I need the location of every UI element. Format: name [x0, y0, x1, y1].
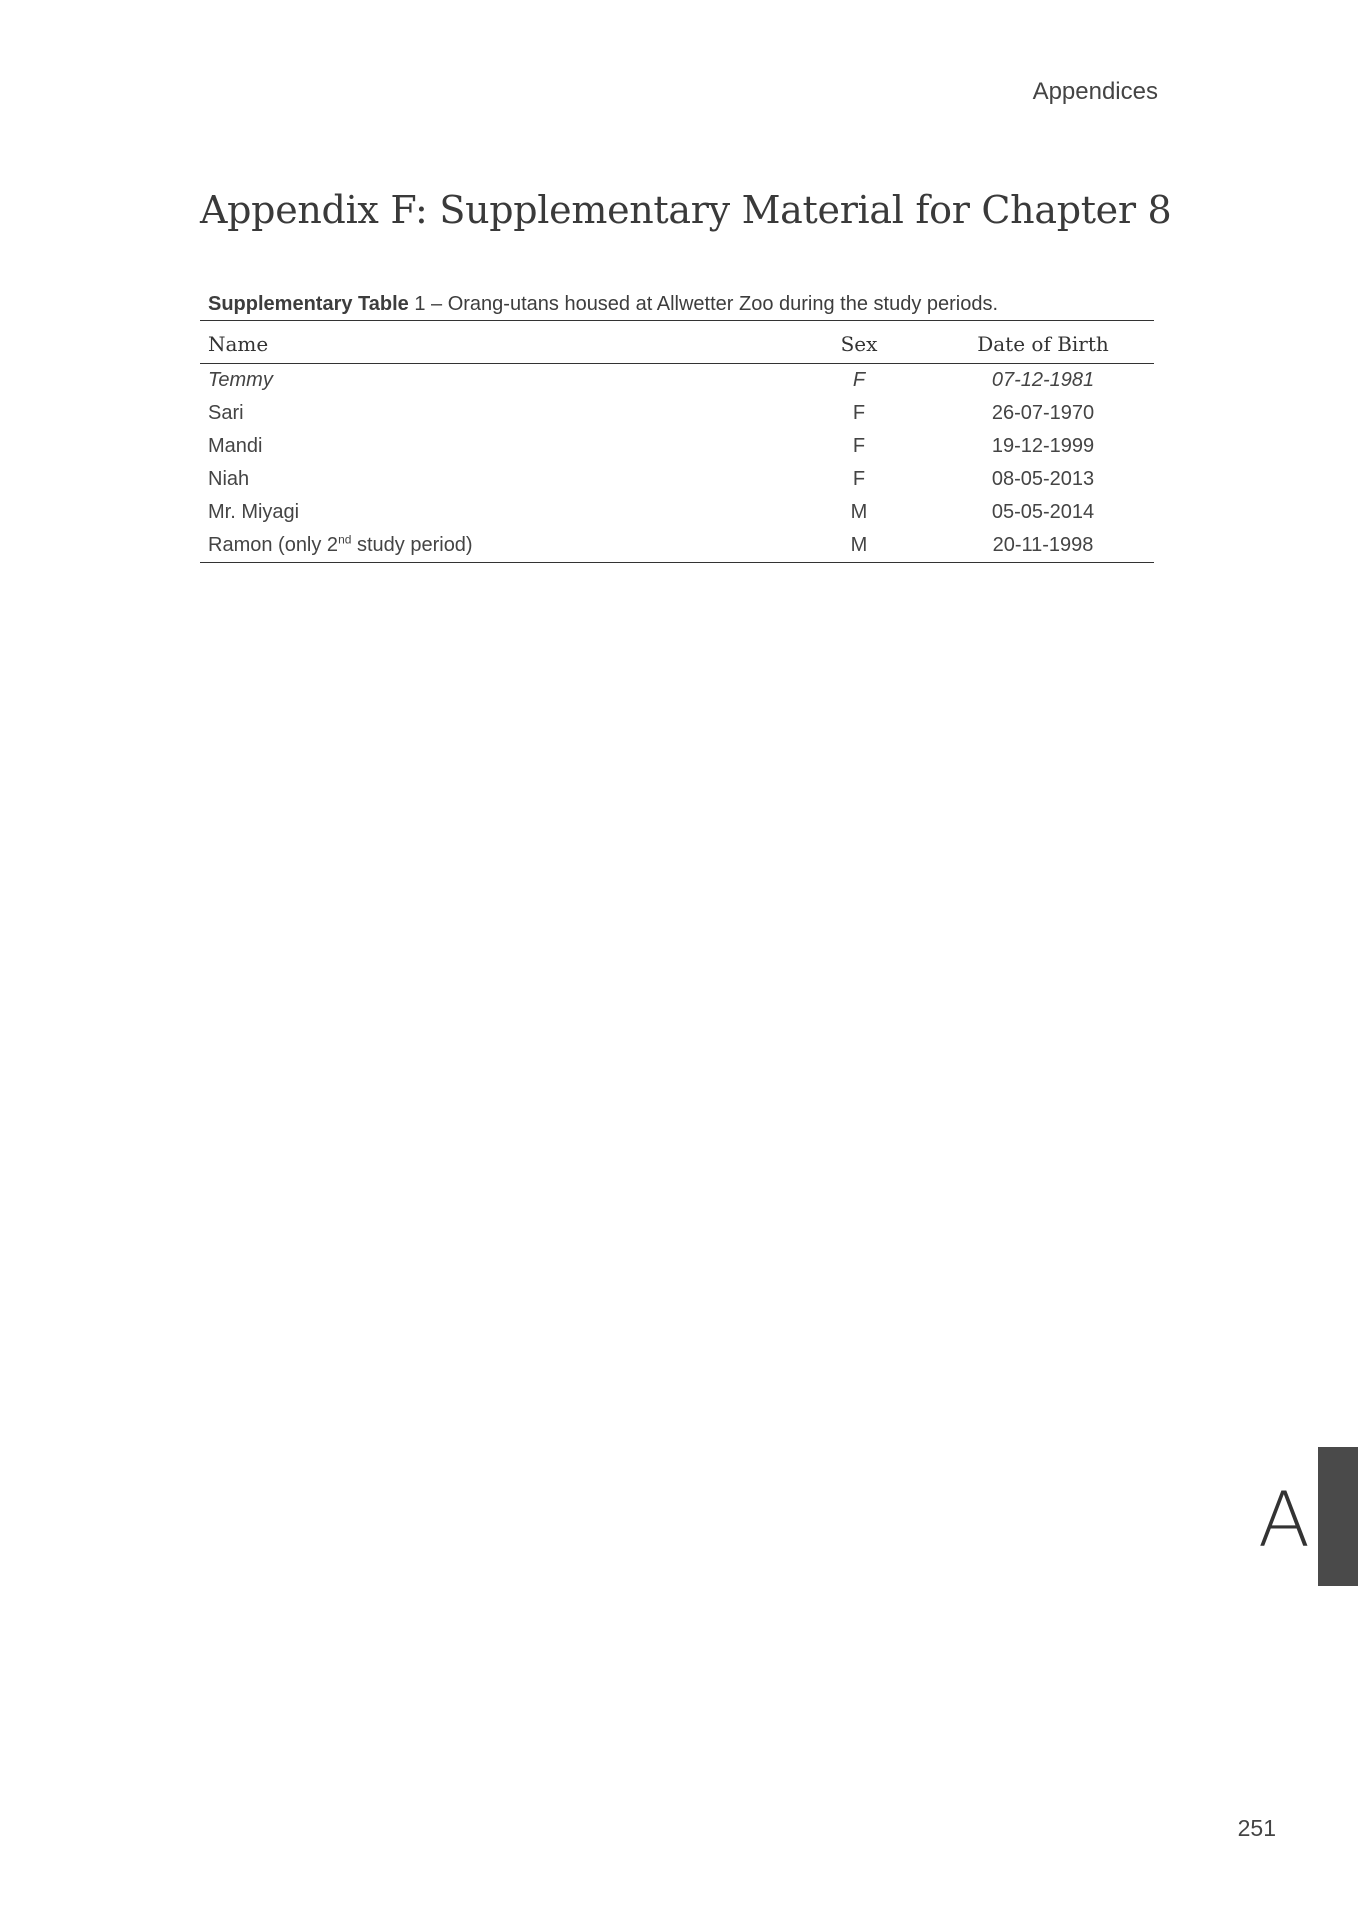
cell-sex: F	[852, 402, 866, 424]
page-number: 251	[1237, 1815, 1276, 1841]
cell-sex: M	[850, 534, 868, 556]
page-title: Appendix F: Supplementary Material for Chapter 8	[200, 188, 1172, 232]
cell-name	[200, 529, 786, 563]
table-row	[200, 496, 1154, 529]
cell-date-of-birth: 20-11-1998	[992, 534, 1094, 556]
cell-name: Temmy	[208, 369, 273, 391]
column-header-sex: Sex	[786, 321, 932, 364]
cell-name-part: study period)	[351, 534, 473, 556]
cell-name: Niah	[208, 468, 250, 490]
supplementary-table-block	[200, 292, 1154, 563]
cell-date-of-birth: 19-12-1999	[991, 435, 1095, 457]
ordinal-suffix: nd	[338, 532, 352, 547]
cell-name: Mandi	[208, 435, 263, 457]
cell-date-of-birth: 08-05-2013	[991, 468, 1095, 490]
cell-date-of-birth: 05-05-2014	[991, 501, 1095, 523]
column-header-date-of-birth: Date of Birth	[932, 321, 1154, 364]
orangutan-table	[200, 320, 1154, 563]
table-caption-label: Supplementary Table	[208, 293, 409, 315]
table-row	[200, 529, 1154, 563]
cell-date-of-birth: 26-07-1970	[991, 402, 1095, 424]
cell-sex: M	[850, 501, 868, 523]
cell-name: Sari	[208, 402, 244, 424]
thumb-index-tab	[1318, 1447, 1358, 1586]
cell-name: Mr. Miyagi	[208, 501, 300, 523]
table-header-row	[200, 321, 1154, 364]
cell-date-of-birth: 07-12-1981	[991, 369, 1095, 391]
cell-sex: F	[852, 369, 866, 391]
running-header: Appendices	[1032, 78, 1158, 105]
cell-sex: F	[852, 468, 866, 490]
table-row	[200, 364, 1154, 398]
cell-name-part: Ramon (only 2	[208, 534, 339, 556]
table-row	[200, 397, 1154, 430]
cell-sex: F	[852, 435, 866, 457]
column-header-name: Name	[200, 321, 786, 364]
table-row	[200, 463, 1154, 496]
table-caption	[200, 292, 1154, 320]
table-row	[200, 430, 1154, 463]
thumb-index-letter: A	[1258, 1475, 1310, 1564]
table-caption-text: 1 – Orang-utans housed at Allwetter Zoo during the study periods.	[408, 293, 999, 315]
